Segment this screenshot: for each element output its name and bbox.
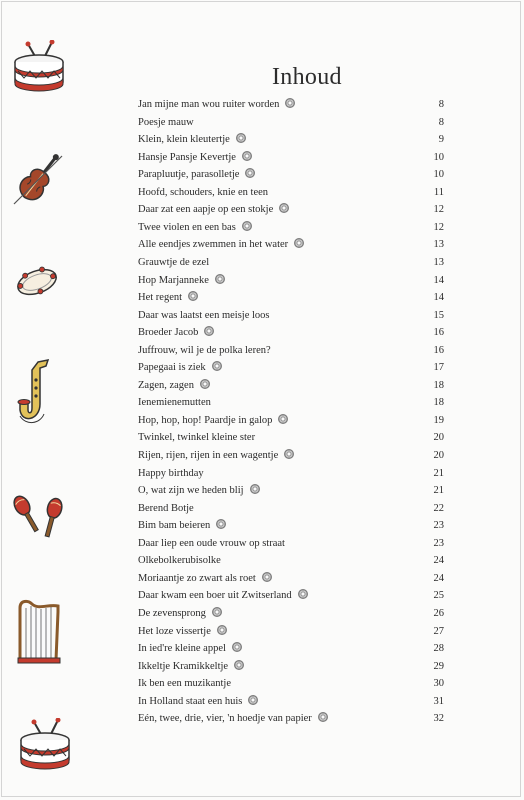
- toc-entry: [0, 219, 524, 236]
- cd-icon: [285, 98, 295, 108]
- toc-entry-label: Bim bam beieren: [138, 520, 211, 532]
- toc-entry-label: Klein, klein kleutertje: [138, 134, 230, 146]
- cd-icon: [294, 238, 304, 248]
- toc-entry-label: Hop Marjanneke: [138, 274, 209, 286]
- toc-entry-title: [138, 114, 194, 131]
- toc-entry: [0, 96, 524, 113]
- toc-entry-label: Hansje Pansje Kevertje: [138, 151, 236, 163]
- toc-entry-title: [138, 605, 222, 622]
- toc-entry: [0, 236, 524, 253]
- toc-entry: [0, 307, 524, 324]
- toc-entry: [0, 710, 524, 727]
- cd-icon: [188, 291, 198, 301]
- toc-entry-title: [138, 149, 252, 166]
- toc-entry: [0, 201, 524, 218]
- toc-entry-title: [138, 324, 214, 341]
- toc-entry-title: [138, 535, 285, 552]
- toc-entry: [0, 149, 524, 166]
- cd-icon: [250, 484, 260, 494]
- toc-page-number: 23: [433, 520, 444, 532]
- page-title: Inhoud: [272, 64, 342, 90]
- toc-page-number: 30: [433, 678, 444, 690]
- toc-entry-label: Broeder Jacob: [138, 327, 199, 339]
- toc-entry-title: [138, 465, 204, 482]
- cd-icon: [242, 151, 252, 161]
- toc-entry: [0, 517, 524, 534]
- toc-entry-label: Moriaantje zo zwart als roet: [138, 572, 256, 584]
- toc-page-number: 20: [433, 450, 444, 461]
- toc-entry-title: [138, 377, 210, 394]
- toc-entry-label: O, wat zijn we heden blij: [138, 485, 244, 497]
- toc-page-number: 24: [433, 572, 444, 584]
- toc-entry: [0, 693, 524, 710]
- toc-entry: [0, 640, 524, 657]
- toc-page-number: 15: [433, 309, 444, 321]
- toc-entry-label: Daar liep een oude vrouw op straat: [138, 537, 285, 549]
- toc-entry-title: [138, 675, 231, 692]
- toc-page-number: 8: [438, 99, 444, 110]
- toc-entry-label: Twinkel, twinkel kleine ster: [138, 432, 256, 444]
- toc-page-number: 16: [433, 327, 444, 339]
- toc-entry-title: [138, 552, 221, 569]
- toc-entry: [0, 623, 524, 640]
- toc-entry-label: Happy birthday: [138, 467, 204, 479]
- toc-entry: [0, 482, 524, 499]
- toc-entry-title: [138, 587, 308, 604]
- toc-entry-label: Jan mijne man wou ruiter worden: [138, 99, 280, 110]
- toc-page-number: 12: [433, 204, 444, 216]
- toc-entry-label: Zagen, zagen: [138, 379, 194, 391]
- toc-entry-label: Grauwtje de ezel: [138, 256, 210, 268]
- cd-icon: [284, 449, 294, 459]
- toc-page-number: 14: [433, 274, 444, 286]
- toc-page-number: 13: [433, 239, 444, 251]
- toc-entry-label: Twee violen en een bas: [138, 221, 236, 233]
- toc-entry-title: [138, 517, 226, 534]
- toc-page-number: 25: [433, 590, 444, 602]
- toc-entry-title: [138, 429, 255, 446]
- toc-page-number: 16: [433, 344, 444, 356]
- toc-page-number: 20: [433, 432, 444, 444]
- toc-page-number: 22: [433, 502, 444, 514]
- cd-icon: [278, 414, 288, 424]
- cd-icon: [298, 589, 308, 599]
- toc-entry-title: [138, 96, 295, 113]
- toc-entry: [0, 570, 524, 587]
- toc-entry-title: [138, 307, 270, 324]
- toc-entry: [0, 166, 524, 183]
- toc-entry-title: [138, 658, 244, 675]
- toc-page-number: 28: [433, 643, 444, 655]
- toc-entry: [0, 412, 524, 429]
- toc-entry-label: Berend Botje: [138, 502, 194, 514]
- toc-entry-label: Eén, twee, drie, vier, 'n hoedje van papier: [138, 713, 312, 725]
- violin-icon: [10, 148, 66, 212]
- toc-page-number: 26: [433, 607, 444, 619]
- toc-entry: [0, 359, 524, 376]
- toc-entry-label: Hop, hop, hop! Paardje in galop: [138, 414, 273, 426]
- cd-icon: [248, 695, 258, 705]
- harp-icon: [14, 598, 64, 664]
- toc-page-number: 10: [433, 169, 444, 181]
- toc-entry-title: [138, 570, 272, 587]
- toc-entry-title: [138, 359, 222, 376]
- toc-entry-title: [138, 623, 227, 640]
- cd-icon: [234, 660, 244, 670]
- saxophone-icon: [14, 358, 54, 430]
- toc-entry: [0, 658, 524, 675]
- cd-icon: [200, 379, 210, 389]
- toc-entry: [0, 535, 524, 552]
- toc-entry-label: In ied're kleine appel: [138, 643, 226, 655]
- cd-icon: [242, 221, 252, 231]
- toc-entry-title: [138, 500, 194, 517]
- toc-page-number: 17: [433, 362, 444, 374]
- cd-icon: [215, 274, 225, 284]
- toc-page-number: 18: [433, 397, 444, 409]
- toc-entry: [0, 289, 524, 306]
- toc-page-number: 19: [433, 414, 444, 426]
- toc-entry: [0, 587, 524, 604]
- toc-entry-label: Daar kwam een boer uit Zwitserland: [138, 590, 292, 602]
- cd-icon: [217, 625, 227, 635]
- cd-icon: [245, 168, 255, 178]
- cd-icon: [232, 642, 242, 652]
- toc-entry: [0, 447, 524, 464]
- toc-entry: [0, 184, 524, 201]
- toc-entry-title: [138, 289, 198, 306]
- toc-entry-label: Alle eendjes zwemmen in het water: [138, 239, 289, 251]
- toc-entry-label: Papegaai is ziek: [138, 362, 206, 374]
- toc-entry: [0, 272, 524, 289]
- toc-page-number: 18: [433, 379, 444, 391]
- toc-entry: [0, 324, 524, 341]
- cd-icon: [212, 361, 222, 371]
- toc-page-number: 13: [433, 256, 444, 268]
- toc-entry-label: Daar zat een aapje op een stokje: [138, 204, 274, 216]
- toc-entry-label: Hoofd, schouders, knie en teen: [138, 186, 269, 198]
- cd-icon: [216, 519, 226, 529]
- toc-entry-label: De zevensprong: [138, 607, 206, 619]
- toc-entry-label: Parapluutje, parasolletje: [138, 169, 240, 181]
- cd-icon: [262, 572, 272, 582]
- toc-entry-label: Het regent: [138, 292, 183, 304]
- toc-entry-title: [138, 219, 252, 236]
- toc-entry-label: Daar was laatst een meisje loos: [138, 309, 270, 321]
- toc-entry-title: [138, 394, 211, 411]
- drum-icon: [14, 718, 76, 774]
- toc-entry-title: [138, 710, 328, 727]
- toc-page-number: 29: [433, 660, 444, 672]
- toc-page-number: 9: [438, 134, 444, 146]
- toc-page-number: 10: [433, 151, 444, 163]
- toc-entry-label: Poesje mauw: [138, 116, 194, 128]
- cd-icon: [204, 326, 214, 336]
- toc-entry-label: Rijen, rijen, rijen in een wagentje: [138, 450, 279, 461]
- toc-entry-label: Ik ben een muzikantje: [138, 678, 232, 690]
- toc-entry-title: [138, 693, 258, 710]
- cd-icon: [279, 203, 289, 213]
- toc-entry-title: [138, 640, 242, 657]
- toc-entry-title: [138, 412, 288, 429]
- toc-page-number: 12: [433, 221, 444, 233]
- drum-icon: [8, 40, 70, 96]
- toc-entry: [0, 429, 524, 446]
- toc-page-number: 11: [433, 186, 444, 198]
- toc-entry-title: [138, 166, 255, 183]
- toc-page-number: 8: [438, 116, 444, 128]
- toc-page-number: 23: [433, 537, 444, 549]
- toc-page-number: 27: [433, 625, 444, 637]
- toc-page-number: 32: [433, 713, 444, 725]
- toc-entry-title: [138, 254, 209, 271]
- toc-entry-title: [138, 447, 294, 464]
- toc-entry: [0, 552, 524, 569]
- tambourine-icon: [12, 262, 62, 302]
- toc-entry: [0, 605, 524, 622]
- toc-entry-label: Het loze vissertje: [138, 625, 211, 637]
- toc-entry: [0, 342, 524, 359]
- toc-page-number: 24: [433, 555, 444, 567]
- toc-entry-label: In Holland staat een huis: [138, 695, 243, 707]
- toc-page-number: 14: [433, 292, 444, 304]
- toc-entry: [0, 675, 524, 692]
- toc-entry: [0, 500, 524, 517]
- maracas-icon: [12, 488, 68, 544]
- toc-entry-title: [138, 272, 225, 289]
- toc-entry-title: [138, 131, 246, 148]
- toc-entry-label: Juffrouw, wil je de polka leren?: [138, 344, 271, 356]
- cd-icon: [236, 133, 246, 143]
- toc-entry: [0, 394, 524, 411]
- toc-entry-title: [138, 236, 304, 253]
- toc-entry-title: [138, 201, 289, 218]
- toc-entry-title: [138, 482, 260, 499]
- toc-entry: [0, 377, 524, 394]
- toc-entry-label: Olkebolkerubisolke: [138, 555, 221, 567]
- toc-entry: [0, 114, 524, 131]
- cd-icon: [318, 712, 328, 722]
- toc-page-number: 21: [433, 467, 444, 479]
- toc-entry: [0, 131, 524, 148]
- toc-page-number: 21: [433, 485, 444, 497]
- toc-page-number: 31: [433, 695, 444, 707]
- toc-entry-title: [138, 342, 271, 359]
- cd-icon: [212, 607, 222, 617]
- toc-entry-title: [138, 184, 268, 201]
- toc-entry-label: Ikkeltje Kramikkeltje: [138, 660, 229, 672]
- toc-entry: [0, 465, 524, 482]
- toc-entry-label: Ienemienemutten: [138, 397, 211, 409]
- toc-entry: [0, 254, 524, 271]
